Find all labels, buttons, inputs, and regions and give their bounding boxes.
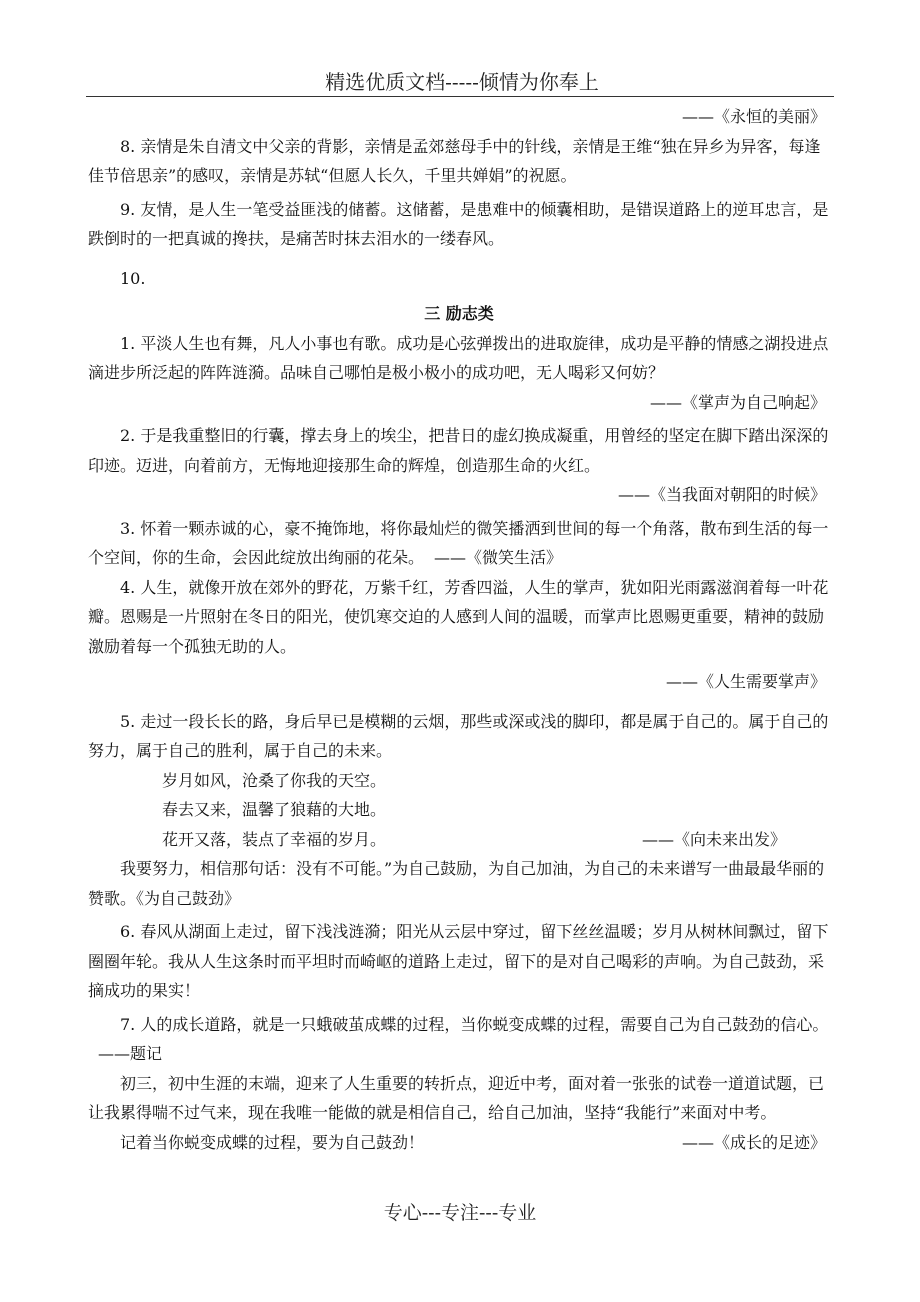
- paragraph-inspire-3-text: 3. 怀着一颗赤诚的心，豪不掩饰地，将你最灿烂的微笑播洒到世间的每一个角落，散布到生活的每一个空间，你的生命，会因此绽放出绚丽的花朵。: [88, 518, 829, 567]
- poem-line-2: 春去又来，温馨了狼藉的大地。: [162, 800, 387, 819]
- inscription-tag: ——题记: [98, 1044, 163, 1063]
- attribution-inspire-7: ——《成长的足迹》: [681, 1132, 826, 1152]
- attribution-eternal-beauty: ——《永恒的美丽》: [681, 107, 826, 126]
- page-header: 精选优质文档-----倾情为你奉上: [325, 70, 599, 94]
- page-footer: 专心---专注---专业: [383, 1202, 537, 1224]
- poem-line-1: 岁月如风，沧桑了你我的天空。: [162, 770, 387, 790]
- attribution-inspire-2: ——《当我面对朝阳的时候》: [617, 485, 826, 504]
- paragraph-inspire-4: 4. 人生，就像开放在郊外的野花，万紫千红，芳香四溢，人生的掌声，犹如阳光雨露滋润着每一叶花瓣。恩赐是一片照射在冬日的阳光，使饥寒交迫的人感到人间的温暖，而掌声比恩赐更重要，精神的鼓励激励着每一个孤独无助的人。: [88, 577, 829, 656]
- section-title: 三 励志类: [424, 304, 494, 323]
- paragraph-inspire-7-close: [88, 1128, 830, 1158]
- paragraph-inspire-3: [88, 514, 830, 573]
- header-divider: [86, 96, 834, 97]
- paragraph-item-9: 9. 友情，是人生一笔受益匪浅的储蓄。这储蓄，是患难中的倾囊相助，是错误道路上的逆耳忠言，是跌倒时的一把真诚的搀扶，是痛苦时抹去泪水的一缕春风。: [88, 199, 829, 248]
- paragraph-item-8: 8. 亲情是朱自清文中父亲的背影，亲情是孟郊慈母手中的针线，亲情是王维“独在异乡为异客，每逢佳节倍思亲”的感叹，亲情是苏轼“但愿人长久，千里共婵娟”的祝愿。: [88, 136, 821, 185]
- attribution-inspire-4: ——《人生需要掌声》: [665, 672, 826, 691]
- paragraph-inspire-2: 2. 于是我重整旧的行囊，撑去身上的埃尘，把昔日的虚幻换成凝重，用曾经的坚定在脚下踏出深深的印迹。迈进，向着前方，无悔地迎接那生命的辉煌，创造那生命的火红。: [88, 426, 829, 475]
- paragraph-inspire-7-text: 7. 人的成长道路，就是一只蛾破茧成蝶的过程，当你蜕变成蝶的过程，需要自己为自己鼓劲的信心。: [120, 1014, 829, 1034]
- attribution-inspire-5: ——《向未来出发》: [641, 829, 786, 849]
- paragraph-inspire-5: 5. 走过一段长长的路，身后早已是模糊的云烟，那些或深或浅的脚印，都是属于自己的。属于自己的努力，属于自己的胜利，属于自己的未来。: [88, 711, 829, 760]
- paragraph-inspire-7: [88, 1010, 830, 1069]
- paragraph-inspire-5-after: 我要努力，相信那句话：没有不可能。”为自己鼓励，为自己加油，为自己的未来谱写一曲最最华丽的赞歌。《为自己鼓劲》: [88, 859, 825, 908]
- paragraph-inspire-1: 1. 平淡人生也有舞，凡人小事也有歌。成功是心弦弹拨出的进取旋律，成功是平静的情感之湖投进点滴进步所泛起的阵阵涟漪。品味自己哪怕是极小极小的成功吧，无人喝彩又何妨？: [88, 333, 829, 382]
- poem-line-3: [88, 825, 830, 855]
- paragraph-inspire-7-body: 初三，初中生涯的末端，迎来了人生重要的转折点，迎近中考，面对着一张张的试卷一道道试题，已让我累得喘不过气来，现在我唯一能做的就是相信自己，给自己加油，坚持“我能行”来面对中考。: [88, 1073, 825, 1122]
- paragraph-inspire-6: 6. 春风从湖面上走过，留下浅浅涟漪；阳光从云层中穿过，留下丝丝温暖；岁月从树林间飘过，留下圈圈年轮。我从人生这条时而平坦时而崎岖的道路上走过，留下的是对自己喝彩的声响。为自己鼓劲，采摘成功的果实！: [88, 922, 829, 1000]
- document-body: [88, 102, 830, 1157]
- paragraph-item-10: 10.: [120, 268, 146, 288]
- paragraph-inspire-7-close-text: 记着当你蜕变成蝶的过程，要为自己鼓劲！: [120, 1132, 425, 1152]
- poem-line-3-text: 花开又落，装点了幸福的岁月。: [162, 829, 387, 849]
- attribution-inspire-1: ——《掌声为自己响起》: [649, 392, 826, 412]
- attribution-inspire-3: ——《微笑生活》: [434, 548, 563, 567]
